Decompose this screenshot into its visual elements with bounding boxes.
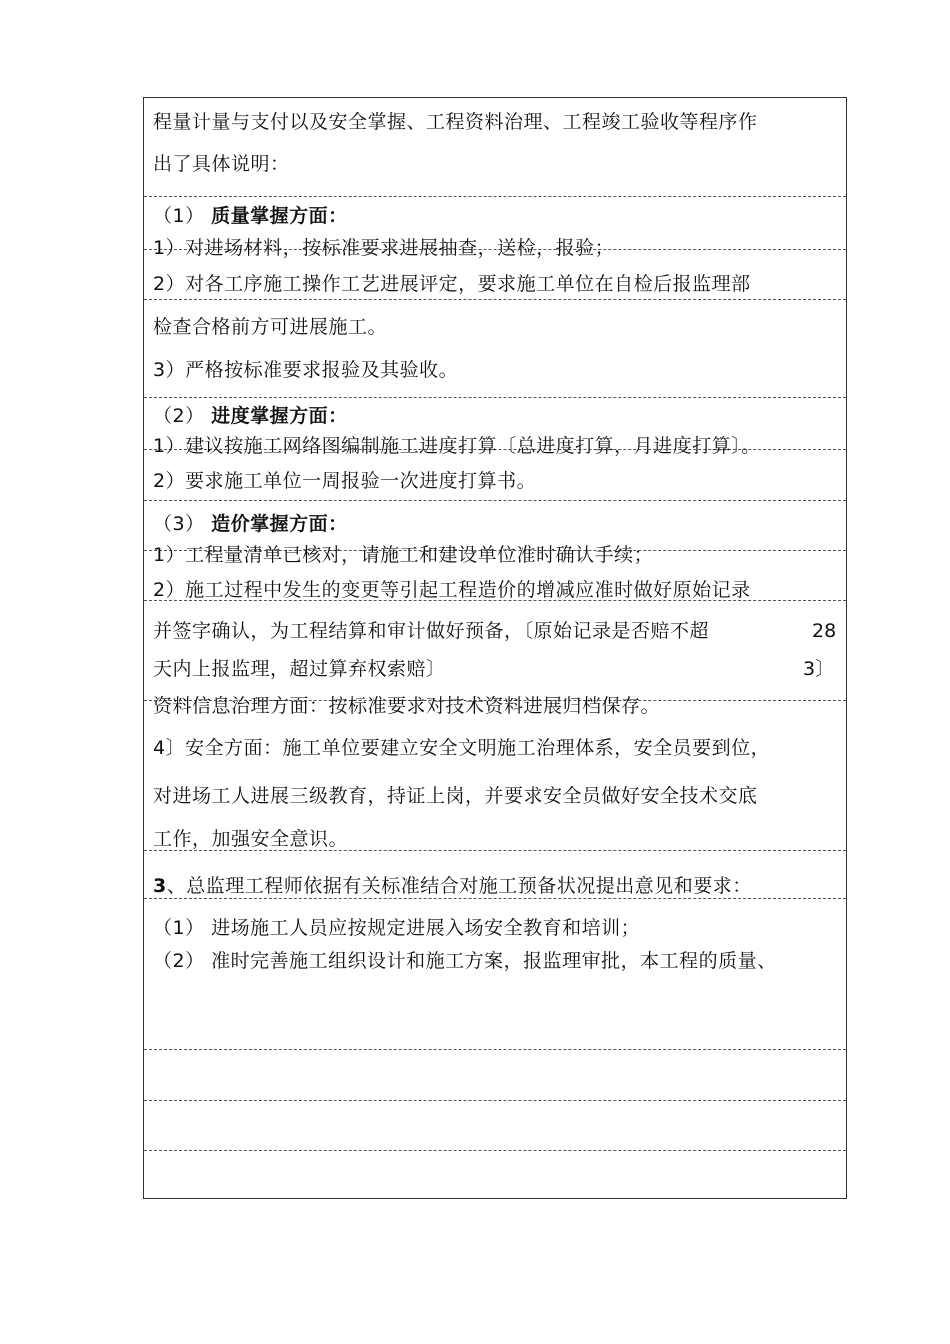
section-text: 、总监理工程师依据有关标准结合对施工预备状况提出意见和要求： bbox=[166, 875, 752, 897]
progress-item-1: 1）建议按施工网络图编制施工进度打算〔总进度打算，月进度打算〕。 bbox=[153, 435, 761, 457]
cost-item-2-cont: 天内上报监理，超过算弃权索赔〕 bbox=[153, 658, 446, 680]
item-text: 准时完善施工组织设计和施工方案，报监理审批，本工程的质量、 bbox=[211, 950, 777, 972]
quality-item-2: 2）对各工序施工操作工艺进展评定，要求施工单位在自检后报监理部 bbox=[153, 273, 751, 295]
safety-line: 工作，加强安全意识。 bbox=[153, 828, 349, 850]
heading-text: 进度掌握方面： bbox=[211, 405, 348, 427]
divider bbox=[144, 196, 846, 197]
heading-number: （1） bbox=[153, 205, 205, 227]
item-number: 3〕 bbox=[803, 658, 835, 680]
divider bbox=[144, 299, 846, 300]
heading-number: （2） bbox=[153, 405, 205, 427]
document-frame bbox=[143, 97, 847, 1199]
item-text: 进场施工人员应按规定进展入场安全教育和培训； bbox=[211, 917, 641, 939]
cost-item-2-cont: 并签字确认，为工程结算和审计做好预备，〔原始记录是否赔不超 bbox=[153, 620, 710, 642]
divider bbox=[144, 1049, 846, 1050]
progress-item-2: 2）要求施工单位一周报验一次进度打算书。 bbox=[153, 470, 537, 492]
item-number: （2） bbox=[153, 950, 205, 972]
divider bbox=[144, 1150, 846, 1151]
divider bbox=[144, 1100, 846, 1101]
cost-item-1: 1）工程量清单已核对，请施工和建设单位准时确认手续； bbox=[153, 544, 654, 566]
quality-item-3: 3）严格按标准要求报验及其验收。 bbox=[153, 359, 459, 381]
progress-heading bbox=[153, 404, 348, 428]
heading-text: 造价掌握方面： bbox=[211, 513, 348, 535]
item-number: （1） bbox=[153, 917, 205, 939]
requirement-item-1 bbox=[153, 916, 640, 940]
cost-days-number: 28 bbox=[812, 620, 837, 642]
divider bbox=[144, 500, 846, 501]
info-management-line: 资料信息治理方面：按标准要求对技术资料进展归档保存。 bbox=[153, 695, 661, 717]
cost-heading bbox=[153, 512, 348, 536]
intro-line: 程量计量与支付以及安全掌握、工程资料治理、工程竣工验收等程序作 bbox=[153, 111, 758, 133]
safety-line: 对进场工人进展三级教育，持证上岗，并要求安全员做好安全技术交底 bbox=[153, 785, 758, 807]
cost-item-2: 2）施工过程中发生的变更等引起工程造价的增减应准时做好原始记录 bbox=[153, 579, 751, 601]
requirement-item-2 bbox=[153, 949, 777, 973]
intro-line: 出了具体说明： bbox=[153, 153, 290, 175]
quality-heading bbox=[153, 204, 348, 228]
safety-line: 4〕安全方面：施工单位要建立安全文明施工治理体系，安全员要到位， bbox=[153, 737, 771, 759]
section-3-heading bbox=[153, 874, 752, 898]
section-number: 3 bbox=[153, 875, 167, 897]
quality-item-1: 1）对进场材料，按标准要求进展抽查，送检，报验； bbox=[153, 237, 615, 259]
divider bbox=[144, 397, 846, 398]
divider bbox=[144, 898, 846, 899]
quality-item-2-cont: 检查合格前方可进展施工。 bbox=[153, 316, 388, 338]
heading-text: 质量掌握方面： bbox=[211, 205, 348, 227]
heading-number: （3） bbox=[153, 513, 205, 535]
